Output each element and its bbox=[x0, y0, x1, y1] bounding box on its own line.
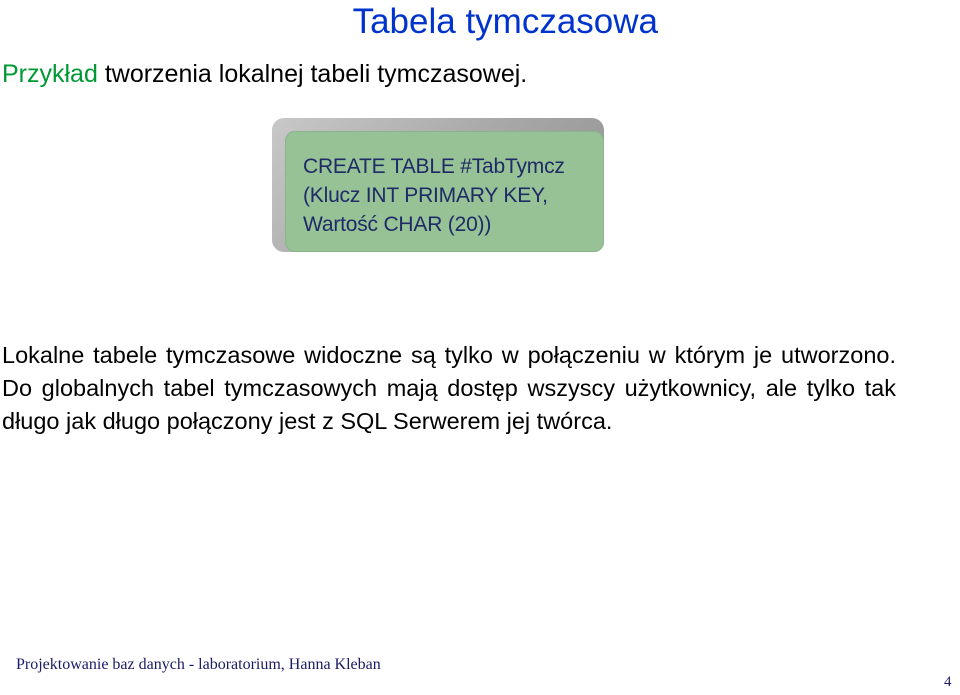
slide-title: Tabela tymczasowa bbox=[352, 2, 658, 41]
page-number: 4 bbox=[944, 674, 952, 690]
code-example-box bbox=[272, 118, 604, 252]
code-line: CREATE TABLE #TabTymcz bbox=[303, 155, 565, 178]
code-line: Wartość CHAR (20)) bbox=[303, 213, 492, 236]
code-line: (Klucz INT PRIMARY KEY, bbox=[303, 184, 548, 207]
subtitle-rest: tworzenia lokalnej tabeli tymczasowej. bbox=[97, 60, 528, 88]
code-listing bbox=[303, 152, 565, 239]
body-paragraph: Lokalne tabele tymczasowe widoczne są tylko w połączeniu w którym je utworzono. Do globalnych tabel tymczasowych mają dostęp wszyscy użytkownicy, ale tylko tak długo jak długo połączony jest z SQL Serwerem jej twórca. bbox=[2, 342, 896, 434]
subtitle-accent: Przykład bbox=[2, 60, 98, 88]
slide-subtitle bbox=[2, 58, 527, 90]
footer-text: Projektowanie baz danych - laboratorium, Hanna Kleban bbox=[16, 656, 381, 673]
